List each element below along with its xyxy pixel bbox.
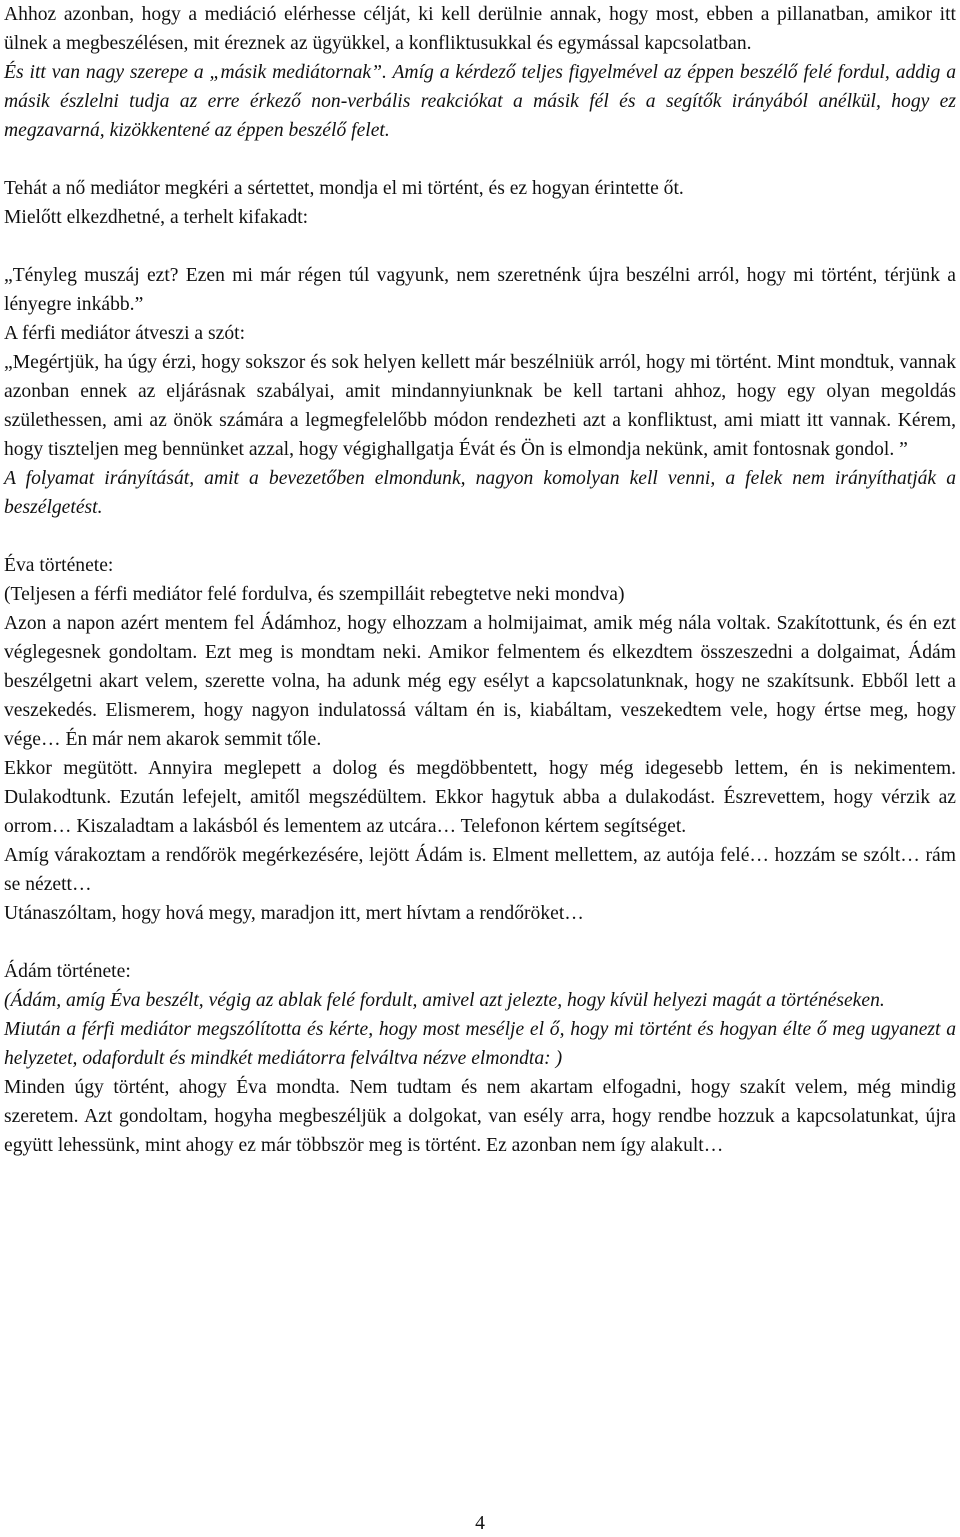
paragraph-eva-story-1: Azon a napon azért mentem fel Ádámhoz, hogy elhozzam a holmijaimat, amik még nála voltak. Szakítottunk, és én ezt véglegesnek gondoltam. Ezt meg is mondtam neki. Amikor felmentem és elkezdtem összeszedni a dolgaimat, Ádám beszélgetni akart velem, szerette volna, ha adunk még egy esélyt a kapcsolatunknak, hogy ne szakítsunk. Ebből lett a veszekedés. Elismerem, hogy nagyon indulatossá váltam én is, kiabáltam, veszekedtem vele, hogy értse meg, hogy vége… Én már nem akarok semmit tőle. bbox=[4, 613, 956, 750]
heading-adam-story: Ádám története: bbox=[4, 961, 131, 982]
paragraph-adam-stage-direction-2: Miután a férfi mediátor megszólította és kérte, hogy most mesélje el ő, hogy mi történt és hogyan élte ő meg ugyanezt a helyzetet, odafordult és mindkét mediátorra felváltva nézve elmondta: ) bbox=[4, 1019, 956, 1069]
spacer bbox=[4, 928, 956, 957]
document-page bbox=[4, 0, 956, 1160]
paragraph-eva-story-2: Ekkor megütött. Annyira meglepett a dolog és megdöbbentett, hogy még idegesebb lettem, én is nekimentem. Dulakodtunk. Ezután lefejelt, amitől megszédültem. Ekkor hagytuk abba a dulakodást. Észrevettem, hogy vérzik az orrom… Kiszaladtam a lakásból és lementem az utcára… Telefonon kértem segítséget. bbox=[4, 758, 956, 837]
paragraph-eva-story-4: Utánaszóltam, hogy hová megy, maradjon itt, mert hívtam a rendőröket… bbox=[4, 903, 584, 924]
spacer bbox=[4, 232, 956, 261]
paragraph-male-mediator: A férfi mediátor átveszi a szót: bbox=[4, 323, 246, 344]
paragraph-adam-stage-direction-1: (Ádám, amíg Éva beszélt, végig az ablak felé fordult, amivel azt jelezte, hogy kívül helyezi magát a történéseken. bbox=[4, 990, 885, 1011]
paragraph-process-control: A folyamat irányítását, amit a bevezetőben elmondunk, nagyon komolyan kell venni, a felek nem irányíthatják a beszélgetést. bbox=[4, 468, 956, 518]
paragraph-other-mediator: És itt van nagy szerepe a „másik mediátornak”. Amíg a kérdező teljes figyelmével az éppen beszélő felé fordul, addig a másik észlelni tudja az erre érkező non-verbális reakciókat a másik fél és a segítők irányából anélkül, hogy ez megzavarná, kizökkentené az éppen beszélő felet. bbox=[4, 62, 956, 141]
paragraph-eva-story-3: Amíg várakoztam a rendőrök megérkezésére, lejött Ádám is. Elment mellettem, az autója felé… hozzám se szólt… rám se nézett… bbox=[4, 845, 956, 895]
paragraph-intro: Ahhoz azonban, hogy a mediáció elérhesse célját, ki kell derülnie annak, hogy most, ebben a pillanatban, amikor itt ülnek a megbeszélésen, mit éreznek az ügyükkel, a konfliktusukkal és egymással kapcsolatban. bbox=[4, 4, 956, 54]
quote-defendant: „Tényleg muszáj ezt? Ezen mi már régen túl vagyunk, nem szeretnénk újra beszélni arról, hogy mi történt, térjünk a lényegre inkább.” bbox=[4, 265, 956, 315]
paragraph-adam-story: Minden úgy történt, ahogy Éva mondta. Nem tudtam és nem akartam elfogadni, hogy szakít velem, még mindig szeretem. Azt gondoltam, hogyha megbeszéljük a dolgokat, van esély arra, hogy rendbe hozzuk a kapcsolatunkat, újra együtt lehessünk, mint ahogy ez már többször meg is történt. Ez azonban nem így alakult… bbox=[4, 1077, 956, 1156]
paragraph-eva-stage-direction: (Teljesen a férfi mediátor felé fordulva, és szempilláit rebegtetve neki mondva) bbox=[4, 584, 625, 605]
paragraph-female-mediator: Tehát a nő mediátor megkéri a sértettet, mondja el mi történt, és ez hogyan érintette őt. bbox=[4, 178, 684, 199]
spacer bbox=[4, 522, 956, 551]
heading-eva-story: Éva története: bbox=[4, 555, 114, 576]
page-number: 4 bbox=[475, 1513, 485, 1534]
quote-male-mediator: „Megértjük, ha úgy érzi, hogy sokszor és sok helyen kellett már beszélniük arról, hogy mi történt. Mint mondtuk, vannak azonban ennek az eljárásnak szabályai, amit mindannyiunknak be kell tartani ahhoz, hogy egy olyan megoldás születhessen, ami az önök számára a legmegfelelőbb módon rendezheti azt a konfliktust, ami miatt itt vannak. Kérem, hogy tiszteljen meg bennünket azzal, hogy végighallgatja Évát és Ön is elmondja nekünk, amit fontosnak gondol. ” bbox=[4, 352, 956, 460]
spacer bbox=[4, 145, 956, 174]
paragraph-before-start: Mielőtt elkezdhetné, a terhelt kifakadt: bbox=[4, 207, 309, 228]
